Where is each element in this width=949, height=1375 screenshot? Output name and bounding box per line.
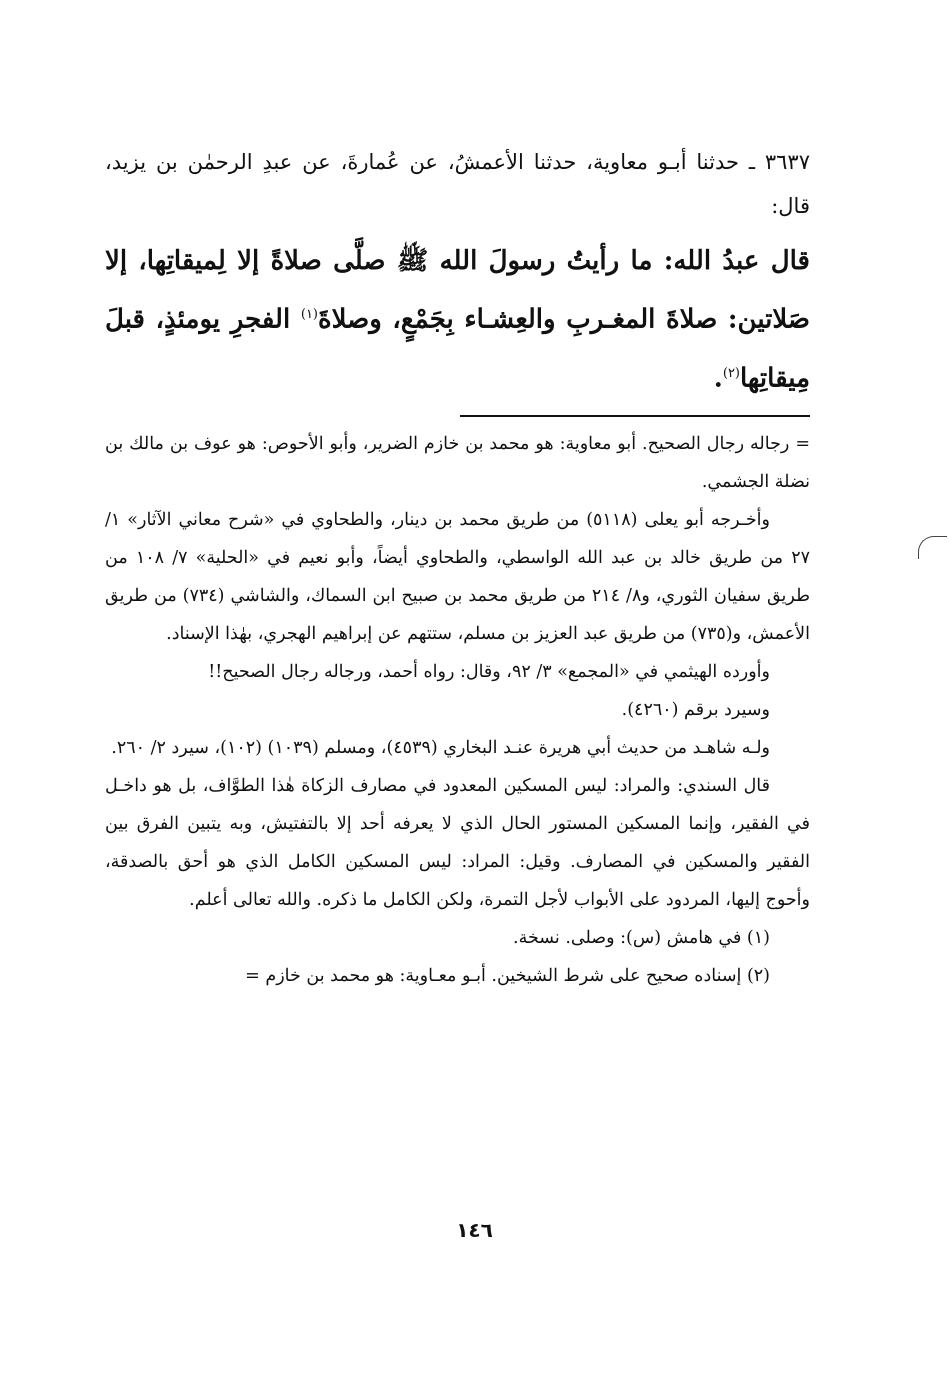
- margin-bracket-mark: [918, 536, 947, 559]
- note-paragraph-5: ولـه شاهـد من حديث أبي هريرة عنـد البخاري (٤٥٣٩)، ومسلم (١٠٣٩) (١٠٢)، سيرد ٢/ ٢٦٠.: [111, 738, 770, 759]
- note-text-1: رجاله رجال الصحيح. أبو معاوية: هو محمد بن خازم الضرير، وأبو الأحوص: هو عوف بن مالك بن نضلة الجشمي.: [105, 434, 810, 493]
- page-body: [105, 140, 810, 995]
- hadith-isnad-text: ٣٦٣٧ ـ حدثنا أبـو معاوية، حدثنا الأعمشُ، عن عُمارةَ، عن عبدِ الرحمٰن بن يزيد، قال:: [105, 150, 810, 218]
- note-paragraph-3: وأورده الهيثمي في «المجمع» ٣/ ٩٢، وقال: رواه أحمد، ورجاله رجال الصحيح!!: [208, 662, 770, 683]
- footnote-2: (٢) إسناده صحيح على شرط الشيخين. أبـو معـاوية: هو محمد بن خازم =: [245, 966, 770, 987]
- note-paragraph-4: وسيرد برقم (٤٢٦٠).: [621, 700, 770, 721]
- matn-end: .: [713, 363, 723, 394]
- footnote-divider: [460, 415, 810, 417]
- note-paragraph-2: وأخـرجه أبو يعلى (٥١١٨) من طريق محمد بن دينار، والطحاوي في «شرح معاني الآثار» ١/ ٢٧ من طريق خالد بن عبد الله الواسطي، والطحاوي أيضاً، وأبو نعيم في «الحلية» ٧/ ١٠٨ من طريق سفيان الثوري، و٨/ ٢١٤ من طريق محمد بن صبيح ابن السماك، والشاشي (٧٣٤) من طريق الأعمش، و(٧٣٥) من طريق عبد العزيز بن مسلم، ستتهم عن إبراهيم الهجري، بهٰذا الإسناد.: [105, 510, 810, 645]
- page-number: ١٤٦: [456, 1218, 493, 1242]
- footnote-1: (١) في هامش (س): وصلى. نسخة.: [513, 928, 770, 949]
- footnote-ref-2: (٢): [722, 365, 740, 381]
- matn-text-2: الفجرِ يومئذٍ، قبلَ مِيقاتِها: [105, 304, 810, 394]
- continuation-mark: =: [795, 434, 810, 455]
- hadith-matn: [105, 234, 810, 405]
- matn-text-1: قال عبدُ الله: ما رأيتُ رسولَ الله ﷺ صلَّى صلاةً إلا لِميقاتِها، إلا صَلاتين: صلاةَ المغـربِ والعِشـاء بِجَمْعٍ، وصلاةَ: [105, 246, 810, 335]
- note-paragraph-1: [105, 425, 810, 501]
- footnotes: [105, 425, 810, 995]
- hadith-isnad: [105, 140, 810, 228]
- footnote-ref-1: (١): [300, 307, 318, 322]
- note-paragraph-6: قال السندي: والمراد: ليس المسكين المعدود في مصارف الزكاة هٰذا الطوَّاف، بل هو داخـل في الفقير، وإنما المسكين المستور الحال الذي لا يعرفه أحد إلا بالتفتيش، وبه يتبين الفرق بين الفقير والمسكين في المصارف. وقيل: المراد: ليس المسكين الكامل الذي هو أحق بالصدقة، وأحوج إليها، المردود على الأبواب لأجل التمرة، ولكن الكامل ما ذكره. والله تعالى أعلم.: [105, 776, 810, 911]
